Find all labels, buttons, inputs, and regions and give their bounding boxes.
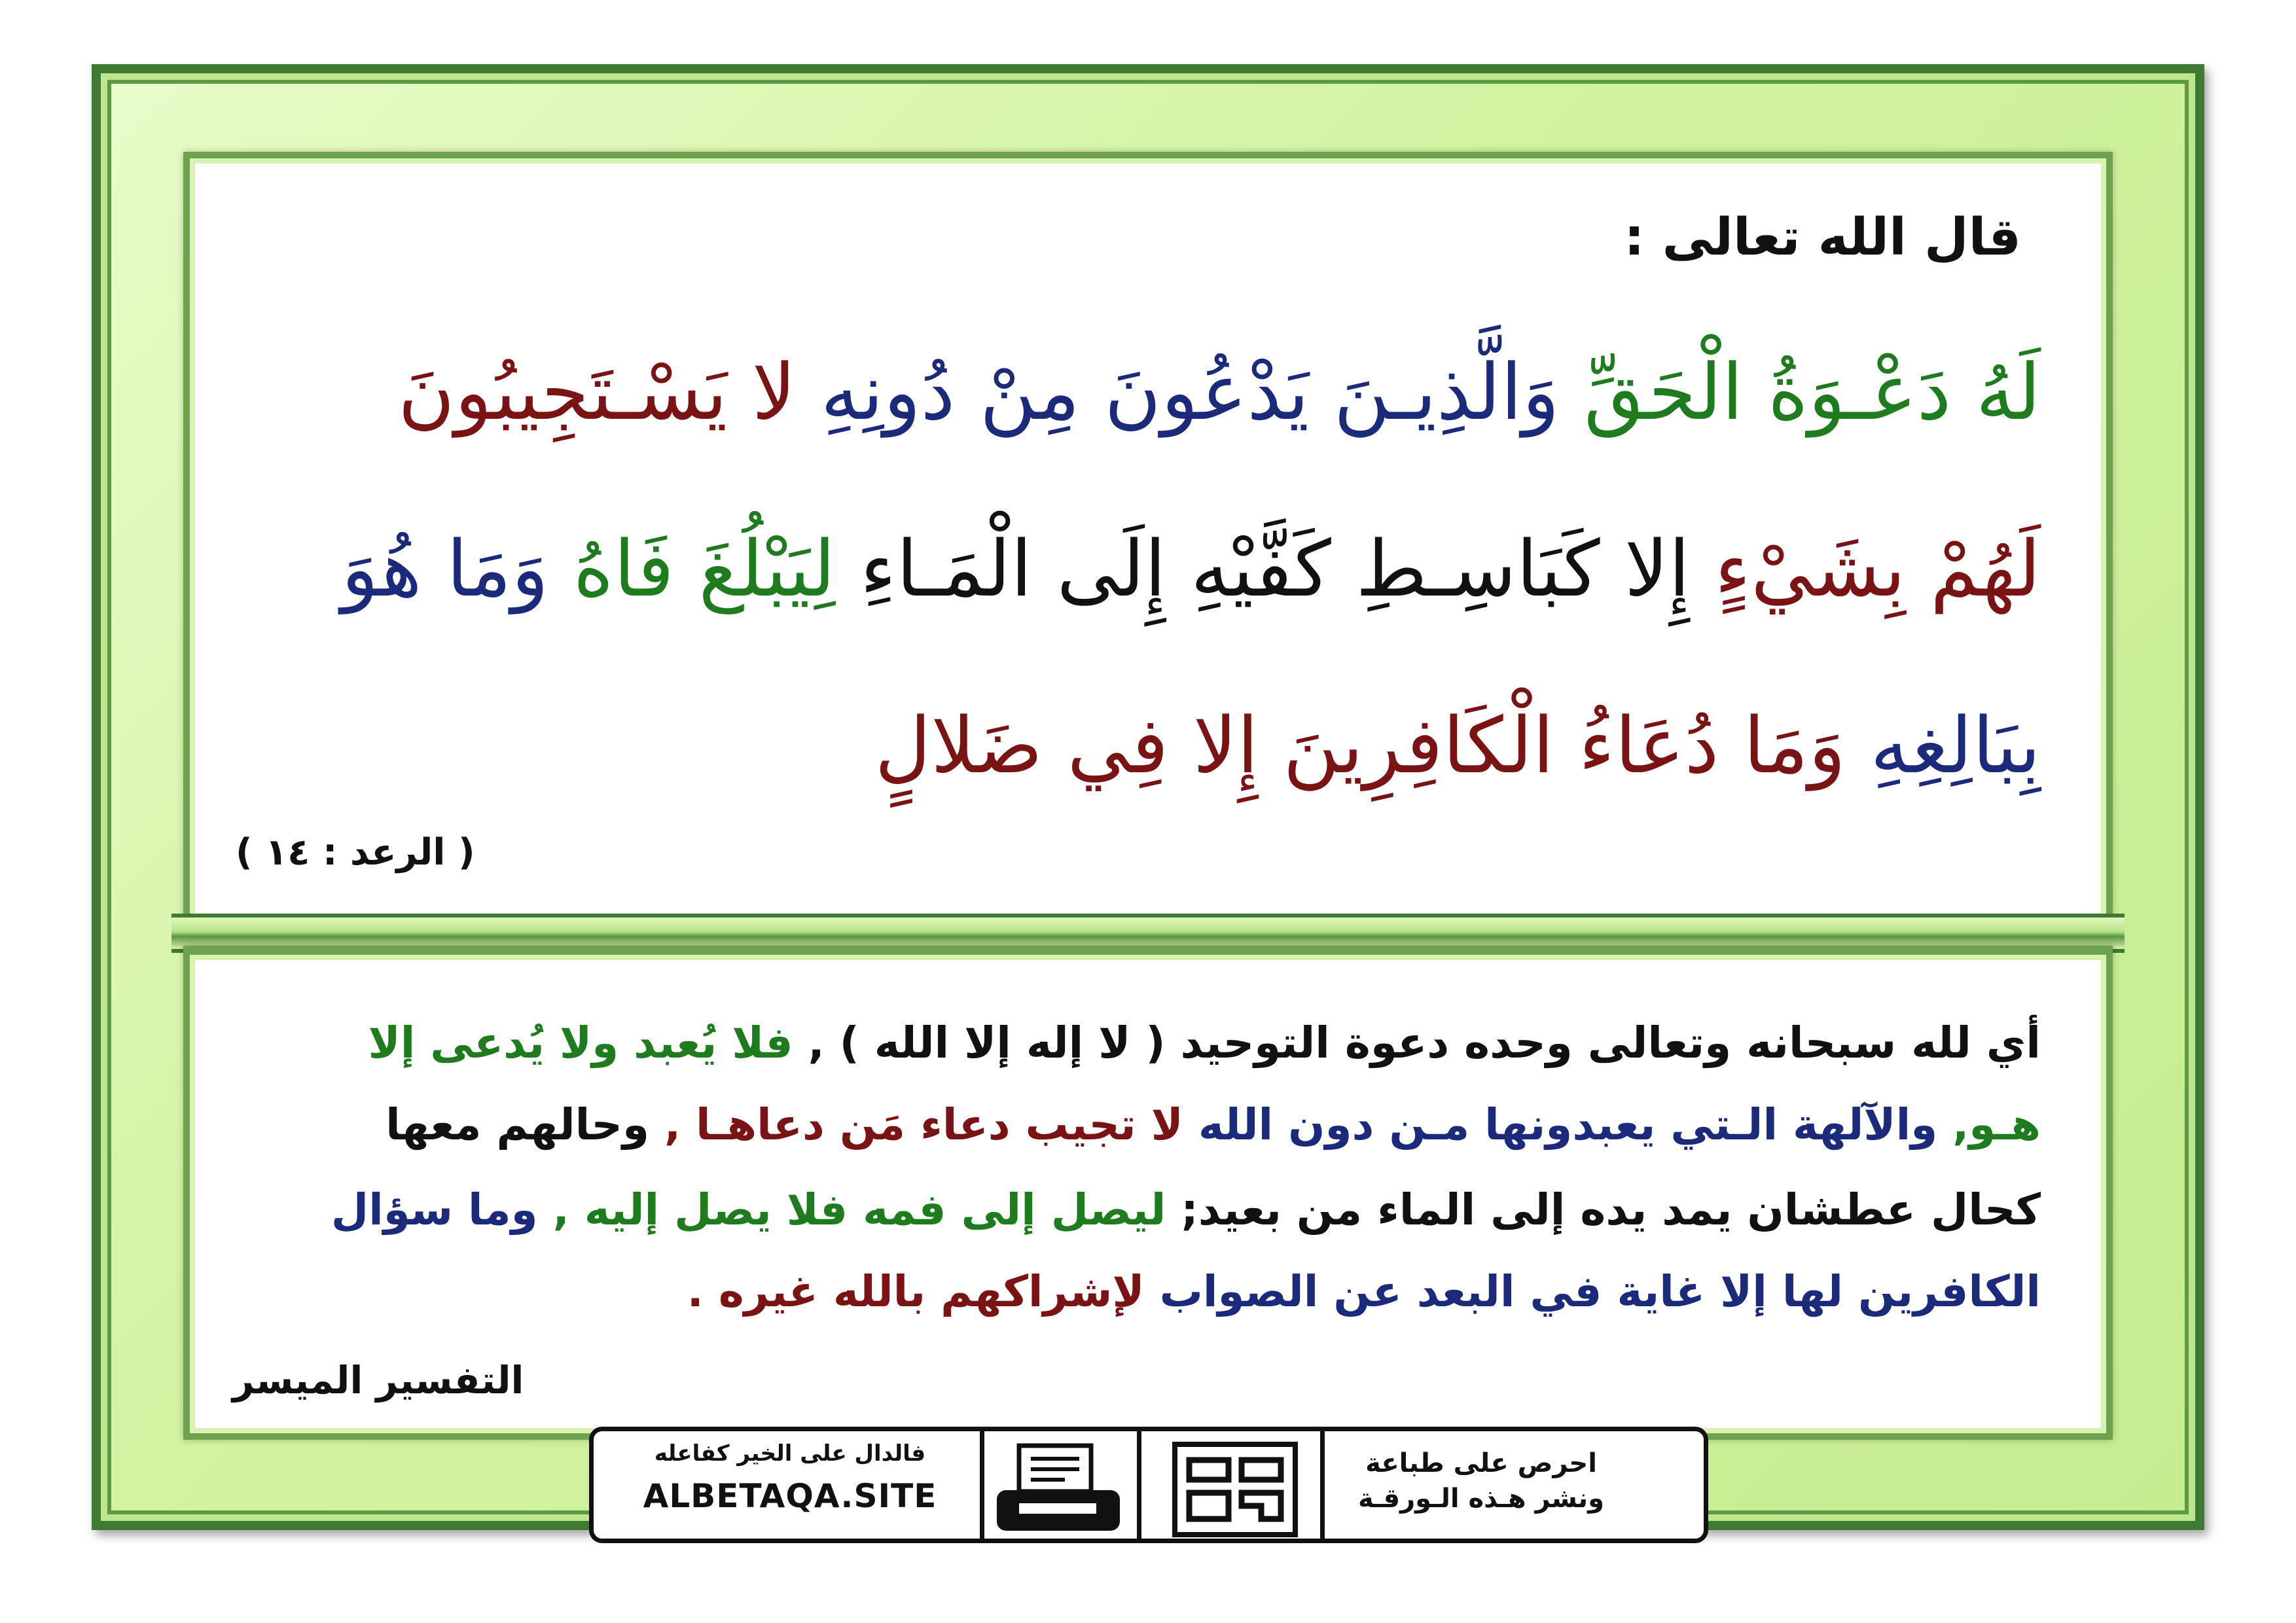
tafsir-line-1 [247, 1018, 2041, 1068]
footer-separator [1137, 1431, 1141, 1539]
verse-line-3 [247, 700, 2041, 791]
verse-segment: وَالَّذِيـنَ يَدْعُونَ مِنْ دُونِهِ [820, 347, 1560, 437]
tafsir-segment: أي لله سبحانه وتعالى وحده دعوة التوحيد ( لا إله إلا الله ) , [808, 1018, 2041, 1068]
footer-site-block [607, 1440, 973, 1515]
site-link[interactable]: ALBETAQA.SITE [643, 1477, 937, 1515]
verse-line-1 [247, 347, 2041, 437]
footer-call-line: احرص على طباعة [1365, 1448, 1597, 1478]
intro-heading: قال الله تعالى : [1624, 208, 2021, 267]
footer-proverb: فالدال على الخير كفاعله [654, 1440, 926, 1467]
tafsir-segment: الكافرين لها إلا غاية في البعد عن الصواب [1159, 1266, 2041, 1317]
verse-segment: لَهُ دَعْـوَةُ الْحَقِّ [1584, 347, 2041, 437]
verse-segment: إِلا كَبَاسِـطِ كَفَّيْهِ إِلَى الْمَـاءِ [860, 524, 1691, 614]
verse-segment: بِبَالِغِهِ [1870, 700, 2041, 791]
tafsir-segment: وحالهم معها [386, 1099, 649, 1150]
footer-call [1311, 1446, 1651, 1516]
tafsir-segment: هـو, [1952, 1099, 2041, 1150]
tafsir-segment: كحال عطشان يمد يده إلى الماء من بعيد; [1181, 1185, 2041, 1235]
verse-segment: وَمَا دُعَاءُ الْكَافِرِينَ إِلا فِي ضَلالٍ [874, 700, 1846, 791]
tafsir-line-3 [247, 1185, 2041, 1235]
footer-call-line: ونشر هـذه الـورقـة [1357, 1484, 1605, 1514]
tafsir-segment: لا تجيب دعاء مَن دعاهـا , [664, 1099, 1183, 1150]
tafsir-segment: لإشراكهم بالله غيره . [687, 1266, 1145, 1317]
verse-segment: وَمَا هُوَ [341, 524, 549, 614]
footer-separator [980, 1431, 984, 1539]
verse-segment: لَهُمْ بِشَيْءٍ [1714, 524, 2041, 614]
verse-segment: لِيَبْلُغَ فَاهُ [573, 524, 836, 614]
verse-reference: ( الرعد : ١٤ ) [236, 831, 475, 874]
tafsir-line-4 [247, 1266, 2041, 1317]
logo-icon [1170, 1440, 1300, 1539]
tafsir-source: التفسير الميسر [232, 1358, 524, 1402]
tafsir-segment: وما سؤال [331, 1185, 538, 1235]
tafsir-segment: فلا يُعبد ولا يُدعى إلا [368, 1018, 793, 1068]
tafsir-segment: والآلهة الـتي يعبدونها مـن دون الله [1198, 1099, 1938, 1150]
printer-icon [993, 1443, 1124, 1535]
footer-banner [589, 1427, 1708, 1543]
verse-segment: لا يَسْـتَجِيبُونَ [398, 347, 797, 437]
verse-line-2 [247, 524, 2041, 614]
tafsir-segment: ليصل إلى فمه فلا يصل إليه , [552, 1185, 1166, 1235]
tafsir-line-2 [247, 1099, 2041, 1150]
